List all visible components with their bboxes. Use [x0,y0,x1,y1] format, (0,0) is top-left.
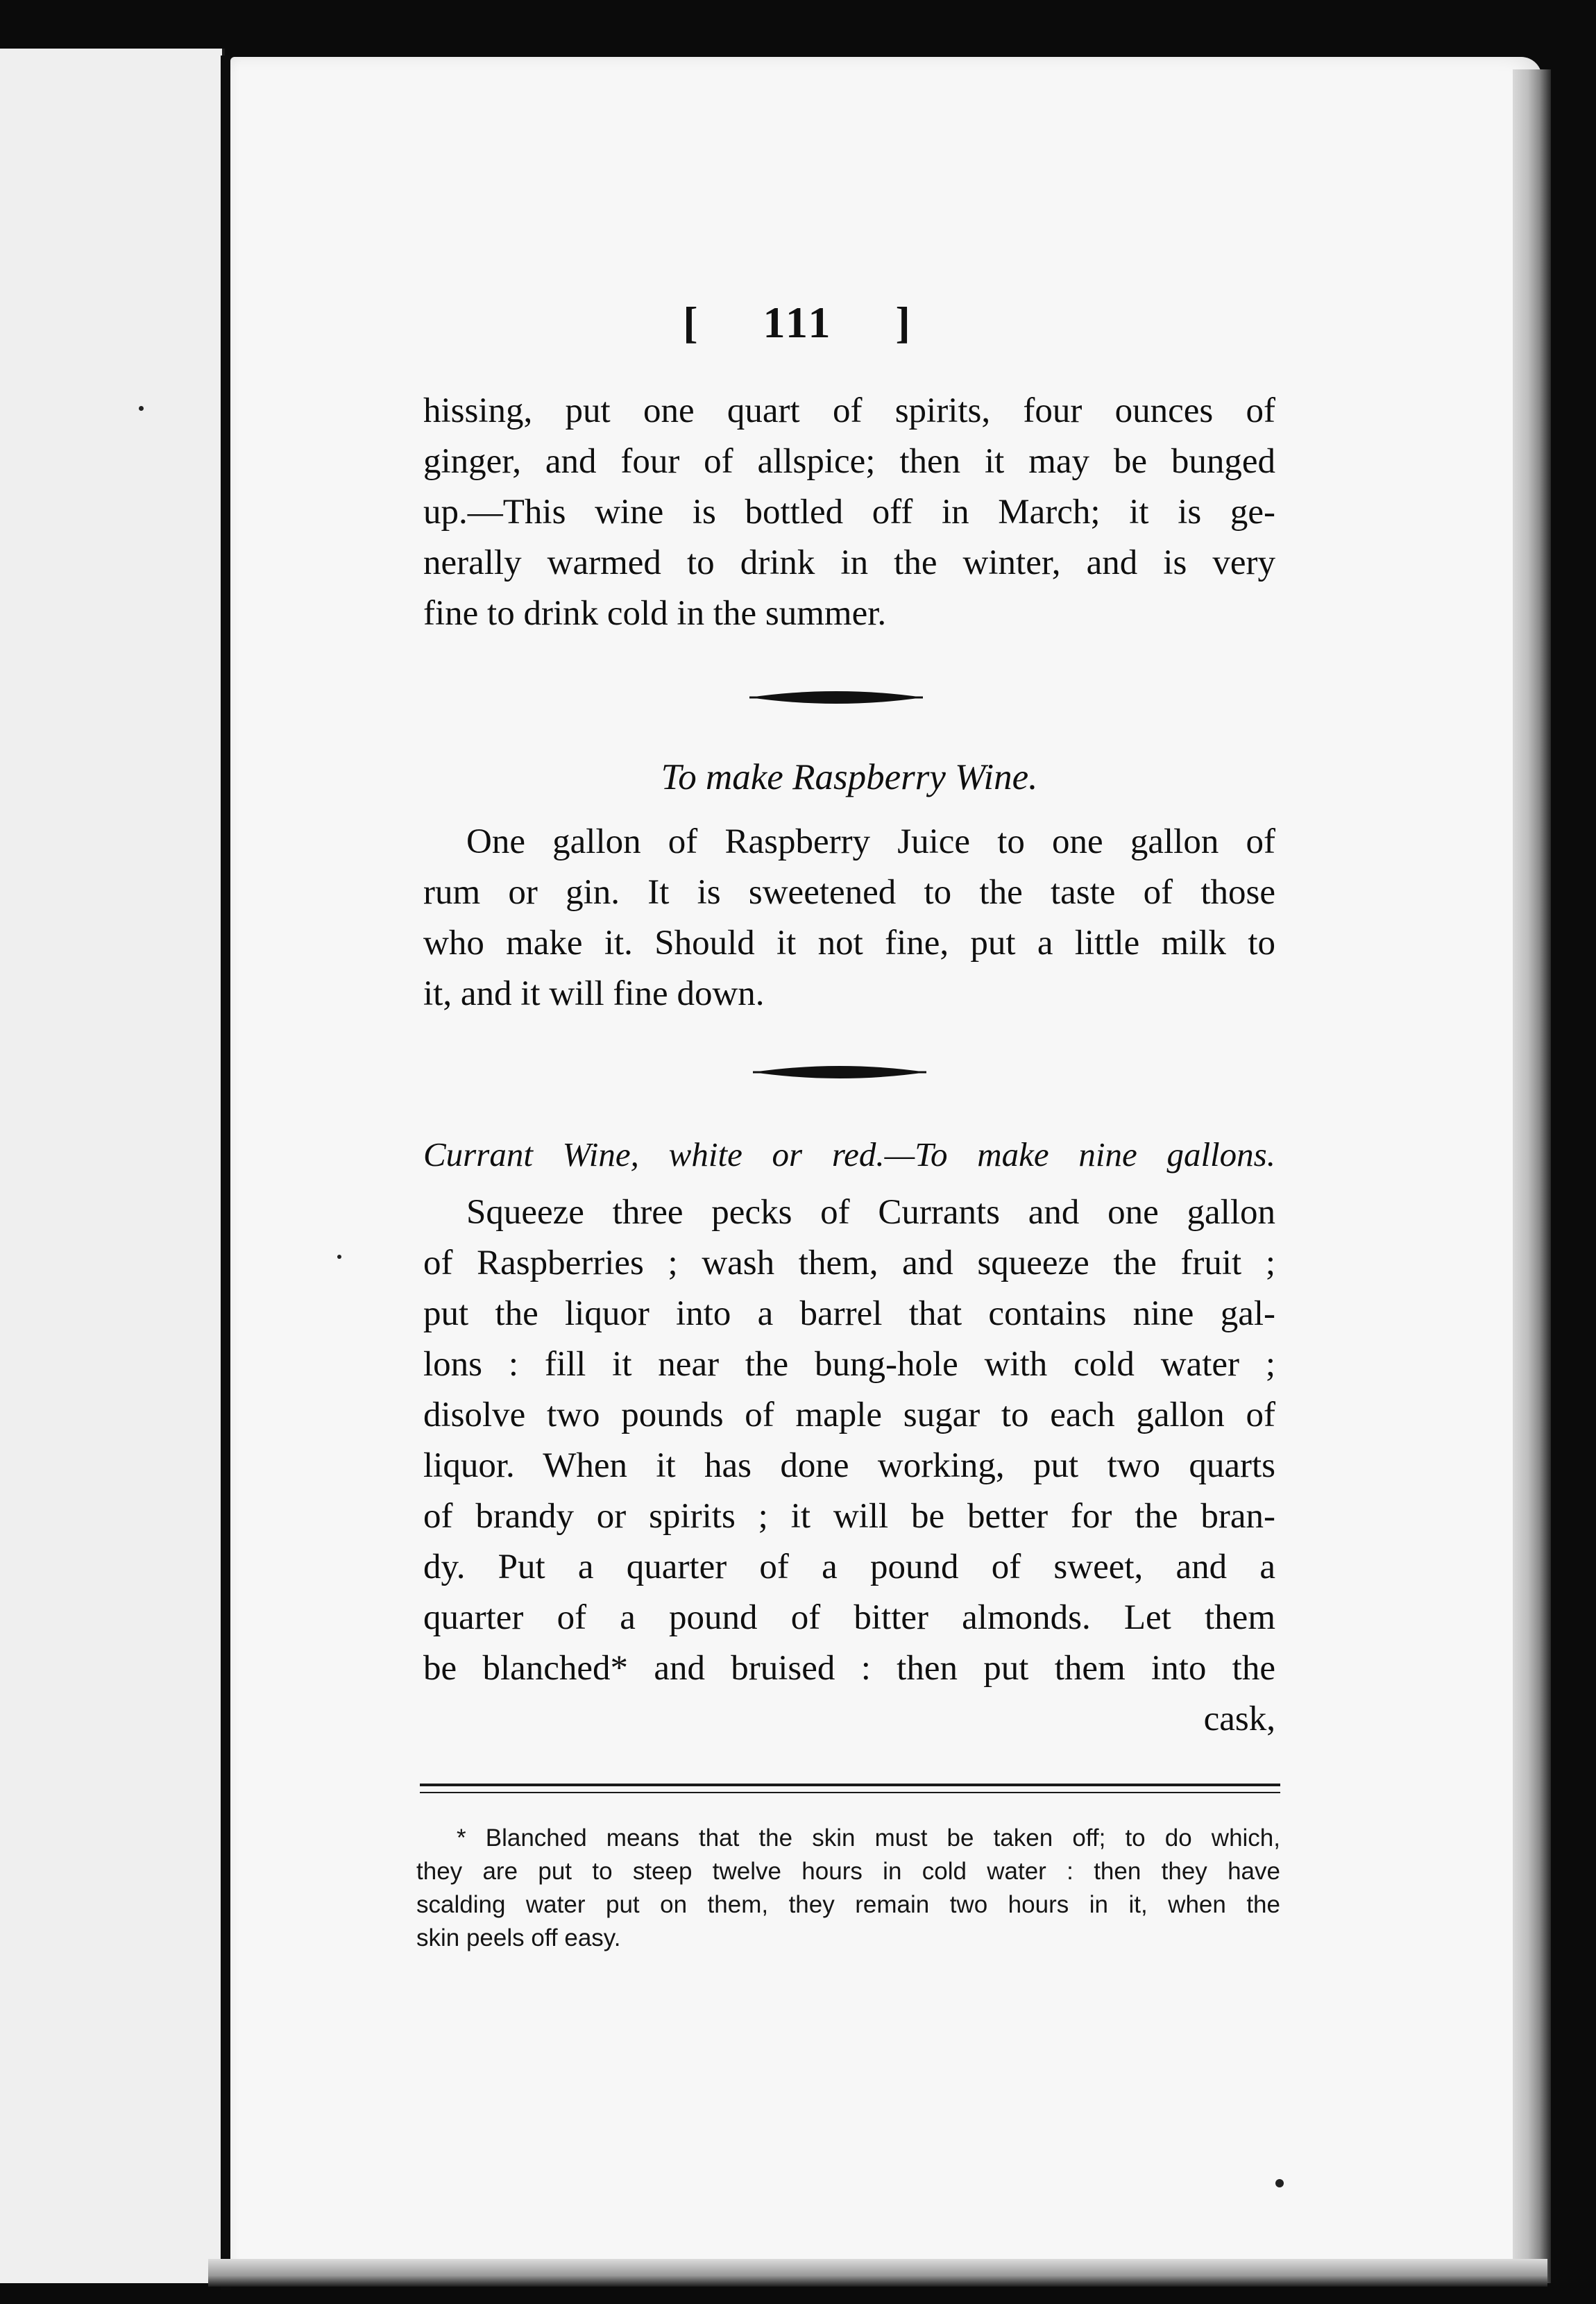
raspberry-wine-heading: To make Raspberry Wine. [661,757,1038,797]
page-number-bracket-open: [ [683,298,701,347]
text-line: of brandy or spirits ; it will be better for the bran- [423,1497,1275,1536]
catchword: cask, [1203,1700,1275,1738]
text-line: quarter of a pound of bitter almonds. Let them [423,1598,1275,1637]
text-line: who make it. Should it not fine, put a little milk to [423,924,1275,963]
section-divider-ornament [749,684,923,711]
text-line: hissing, put one quart of spirits, four ounces of [423,391,1275,430]
section-divider-ornament [753,1058,926,1086]
text-line: up.—This wine is bottled off in March; it is ge- [423,493,1275,532]
text-line: One gallon of Raspberry Juice to one gallon of [466,822,1275,861]
book-spine [221,56,230,2290]
footnote-line: skin peels off easy. [416,1924,621,1951]
currant-paragraph [423,1187,1275,1745]
text-line: fine to drink cold in the summer. [423,594,887,633]
footnote-rule [420,1784,1280,1786]
ink-speck [337,1255,341,1259]
raspberry-paragraph [423,817,1275,1019]
text-line: dy. Put a quarter of a pound of sweet, and a [423,1548,1275,1586]
text-line: nerally warmed to drink in the winter, and is very [423,543,1275,582]
text-line: be blanched* and bruised : then put them into the [423,1649,1275,1688]
text-line: of Raspberries ; wash them, and squeeze the fruit ; [423,1244,1275,1282]
page-fore-edge [1513,69,1551,2283]
text-line: disolve two pounds of maple sugar to each gallon of [423,1396,1275,1434]
page-number [0,297,1596,348]
text-line: put the liquor into a barrel that contains nine gal- [423,1294,1275,1333]
continuation-paragraph [423,386,1275,639]
text-line: ginger, and four of allspice; then it may be bunged [423,442,1275,481]
text-line: it, and it will fine down. [423,974,765,1013]
footnote-rule-thin [420,1792,1280,1793]
page-bottom-edge [208,2259,1547,2287]
facing-page-edge [0,49,225,2283]
footnote-line: they are put to steep twelve hours in cold water : then they have [416,1858,1280,1885]
text-line: Squeeze three pecks of Currants and one gallon [466,1193,1275,1232]
ink-speck [139,406,144,411]
text-line: liquor. When it has done working, put two quarts [423,1446,1275,1485]
footnote [416,1822,1280,1955]
text-line: lons : fill it near the bung-hole with cold water ; [423,1345,1275,1384]
page-number-bracket-close: ] [895,298,913,347]
footnote-line: * Blanched means that the skin must be taken off; to do which, [457,1824,1280,1852]
footnote-line: scalding water put on them, they remain two hours in it, when the [416,1891,1280,1918]
currant-wine-heading: Currant Wine, white or red.—To make nine gallons. [423,1135,1275,1174]
ink-speck [1275,2179,1284,2187]
page-number-value: 111 [763,298,833,347]
text-line: rum or gin. It is sweetened to the taste of those [423,873,1275,912]
